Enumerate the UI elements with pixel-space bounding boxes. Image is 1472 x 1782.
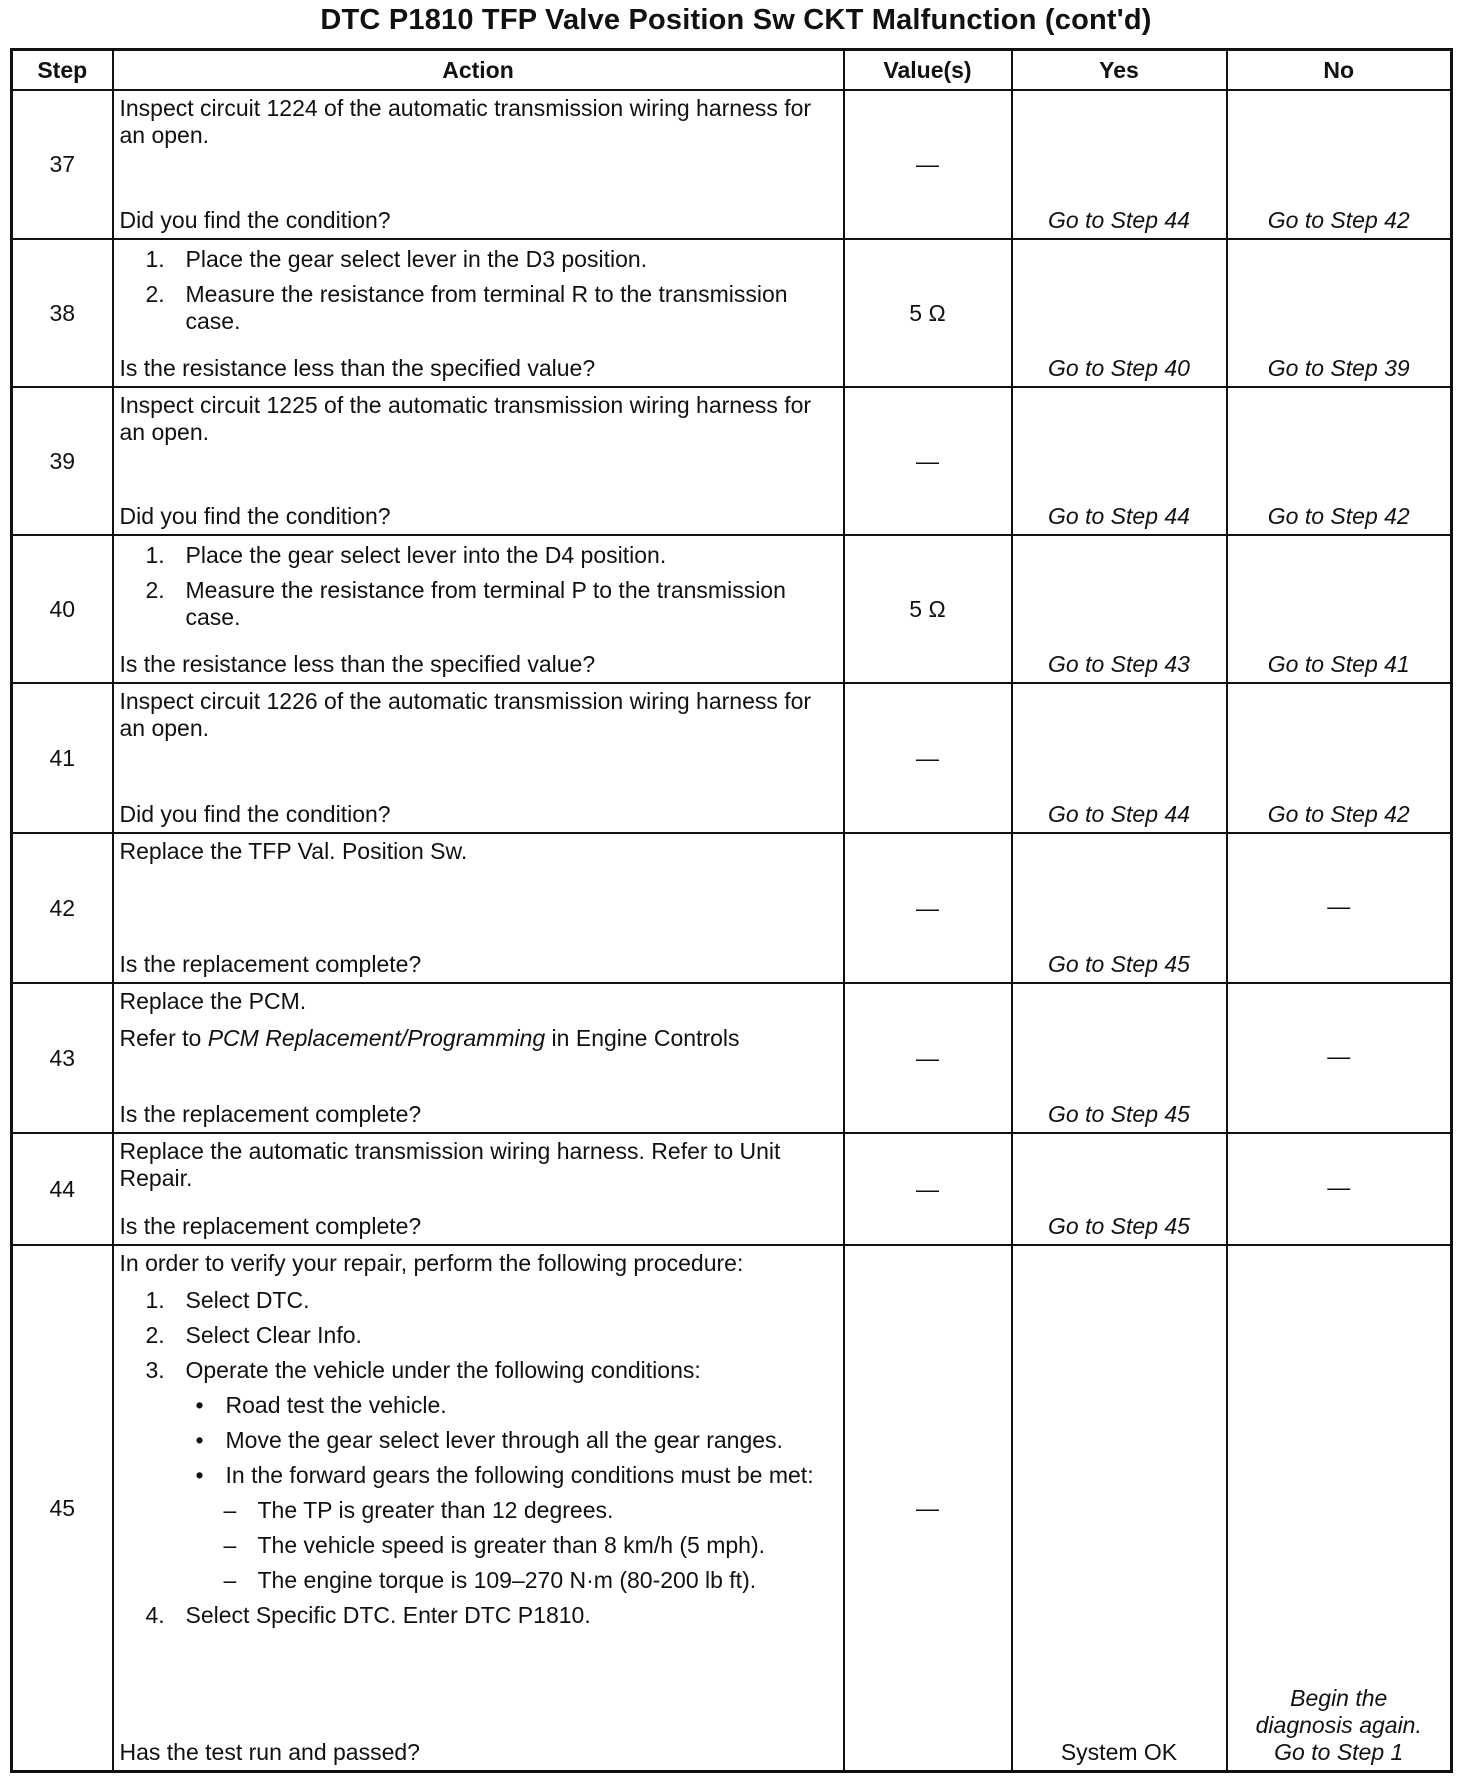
yes-cell: Go to Step 44 bbox=[1012, 90, 1227, 239]
action-text: Replace the TFP Val. Position Sw. bbox=[119, 838, 468, 864]
no-cell: — bbox=[1227, 983, 1452, 1133]
action-question: Has the test run and passed? bbox=[119, 1739, 420, 1765]
step-number: 44 bbox=[12, 1133, 113, 1245]
value-cell: — bbox=[844, 833, 1012, 983]
step-number: 43 bbox=[12, 983, 113, 1133]
action-text: Replace the PCM. bbox=[119, 988, 307, 1014]
value-cell: — bbox=[844, 1133, 1012, 1245]
action-question: Is the replacement complete? bbox=[119, 951, 422, 977]
bullet-item: • Road test the vehicle. bbox=[195, 1392, 447, 1418]
diagnostic-table bbox=[10, 48, 1453, 1773]
action-question: Is the resistance less than the specified value? bbox=[119, 651, 596, 677]
value-cell: — bbox=[844, 1245, 1012, 1772]
action-cell bbox=[113, 239, 844, 387]
page-title: DTC P1810 TFP Valve Position Sw CKT Malfunction (cont'd) bbox=[320, 4, 1152, 36]
yes-cell: Go to Step 45 bbox=[1012, 833, 1227, 983]
action-cell bbox=[113, 1133, 844, 1245]
value-cell: 5 Ω bbox=[844, 535, 1012, 683]
no-cell: Go to Step 39 bbox=[1227, 239, 1452, 387]
list-item: 4. Select Specific DTC. Enter DTC P1810. bbox=[145, 1602, 591, 1628]
action-text: Inspect circuit 1225 of the automatic transmission wiring harness for an open. bbox=[119, 392, 812, 445]
action-question: Is the replacement complete? bbox=[119, 1101, 422, 1127]
refer-text: Refer to PCM Replacement/Programming in Engine Controls bbox=[119, 1025, 740, 1051]
value-cell: — bbox=[844, 90, 1012, 239]
header-values: Value(s) bbox=[844, 50, 1012, 91]
step-number: 42 bbox=[12, 833, 113, 983]
value-cell: — bbox=[844, 983, 1012, 1133]
list-item: 2. Select Clear Info. bbox=[145, 1322, 362, 1348]
action-cell bbox=[113, 1245, 844, 1772]
header-yes: Yes bbox=[1012, 50, 1227, 91]
yes-cell: Go to Step 44 bbox=[1012, 683, 1227, 833]
table-row bbox=[12, 983, 1452, 1133]
table-row bbox=[12, 1245, 1452, 1772]
action-text: Replace the automatic transmission wiring harness. Refer to Unit Repair. bbox=[119, 1138, 781, 1191]
step-number: 37 bbox=[12, 90, 113, 239]
list-item: 2. Measure the resistance from terminal P to the transmission case. bbox=[145, 577, 786, 630]
list-item: 1. Place the gear select lever into the D4 position. bbox=[145, 542, 667, 568]
sub-item: – The TP is greater than 12 degrees. bbox=[223, 1497, 614, 1523]
action-cell bbox=[113, 387, 844, 535]
sub-item: – The vehicle speed is greater than 8 km/h (5 mph). bbox=[223, 1532, 766, 1558]
no-cell: Go to Step 42 bbox=[1227, 387, 1452, 535]
header-row bbox=[12, 50, 1452, 91]
yes-cell: System OK bbox=[1012, 1245, 1227, 1772]
action-text: In order to verify your repair, perform the following procedure: bbox=[119, 1250, 744, 1276]
value-cell: — bbox=[844, 683, 1012, 833]
header-action: Action bbox=[113, 50, 844, 91]
header-step: Step bbox=[12, 50, 113, 91]
step-number: 38 bbox=[12, 239, 113, 387]
refer-link: PCM Replacement/Programming bbox=[207, 1025, 546, 1051]
action-text: Inspect circuit 1224 of the automatic transmission wiring harness for an open. bbox=[119, 95, 812, 148]
table-row bbox=[12, 387, 1452, 535]
bullet-item: • Move the gear select lever through all the gear ranges. bbox=[195, 1427, 783, 1453]
step-number: 41 bbox=[12, 683, 113, 833]
table-row bbox=[12, 90, 1452, 239]
yes-cell: Go to Step 40 bbox=[1012, 239, 1227, 387]
action-cell bbox=[113, 90, 844, 239]
step-number: 45 bbox=[12, 1245, 113, 1772]
no-cell: Go to Step 42 bbox=[1227, 683, 1452, 833]
step-number: 40 bbox=[12, 535, 113, 683]
value-cell: 5 Ω bbox=[844, 239, 1012, 387]
no-cell: — bbox=[1227, 1133, 1452, 1245]
yes-cell: Go to Step 43 bbox=[1012, 535, 1227, 683]
value-cell: — bbox=[844, 387, 1012, 535]
table-row bbox=[12, 239, 1452, 387]
action-cell bbox=[113, 535, 844, 683]
bullet-item: • In the forward gears the following conditions must be met: bbox=[195, 1462, 814, 1488]
action-question: Did you find the condition? bbox=[119, 503, 391, 529]
yes-cell: Go to Step 45 bbox=[1012, 983, 1227, 1133]
no-cell: Go to Step 41 bbox=[1227, 535, 1452, 683]
no-cell: Go to Step 42 bbox=[1227, 90, 1452, 239]
action-question: Is the resistance less than the specified value? bbox=[119, 355, 596, 381]
action-text: Inspect circuit 1226 of the automatic transmission wiring harness for an open. bbox=[119, 688, 812, 741]
yes-cell: Go to Step 44 bbox=[1012, 387, 1227, 535]
list-item: 3. Operate the vehicle under the following conditions: bbox=[145, 1357, 701, 1383]
sub-item: – The engine torque is 109–270 N·m (80-200 lb ft). bbox=[223, 1567, 757, 1593]
list-item: 1. Place the gear select lever in the D3 position. bbox=[145, 246, 648, 272]
no-cell: — bbox=[1227, 833, 1452, 983]
no-cell: Begin the diagnosis again. Go to Step 1 bbox=[1227, 1245, 1452, 1772]
action-question: Did you find the condition? bbox=[119, 801, 391, 827]
table-row bbox=[12, 535, 1452, 683]
header-no: No bbox=[1227, 50, 1452, 91]
list-item: 1. Select DTC. bbox=[145, 1287, 310, 1313]
action-question: Did you find the condition? bbox=[119, 207, 391, 233]
table-row bbox=[12, 683, 1452, 833]
action-cell bbox=[113, 683, 844, 833]
action-cell bbox=[113, 833, 844, 983]
action-question: Is the replacement complete? bbox=[119, 1213, 422, 1239]
list-item: 2. Measure the resistance from terminal R to the transmission case. bbox=[145, 281, 788, 334]
action-cell bbox=[113, 983, 844, 1133]
yes-cell: Go to Step 45 bbox=[1012, 1133, 1227, 1245]
table-row bbox=[12, 833, 1452, 983]
step-number: 39 bbox=[12, 387, 113, 535]
table-row bbox=[12, 1133, 1452, 1245]
